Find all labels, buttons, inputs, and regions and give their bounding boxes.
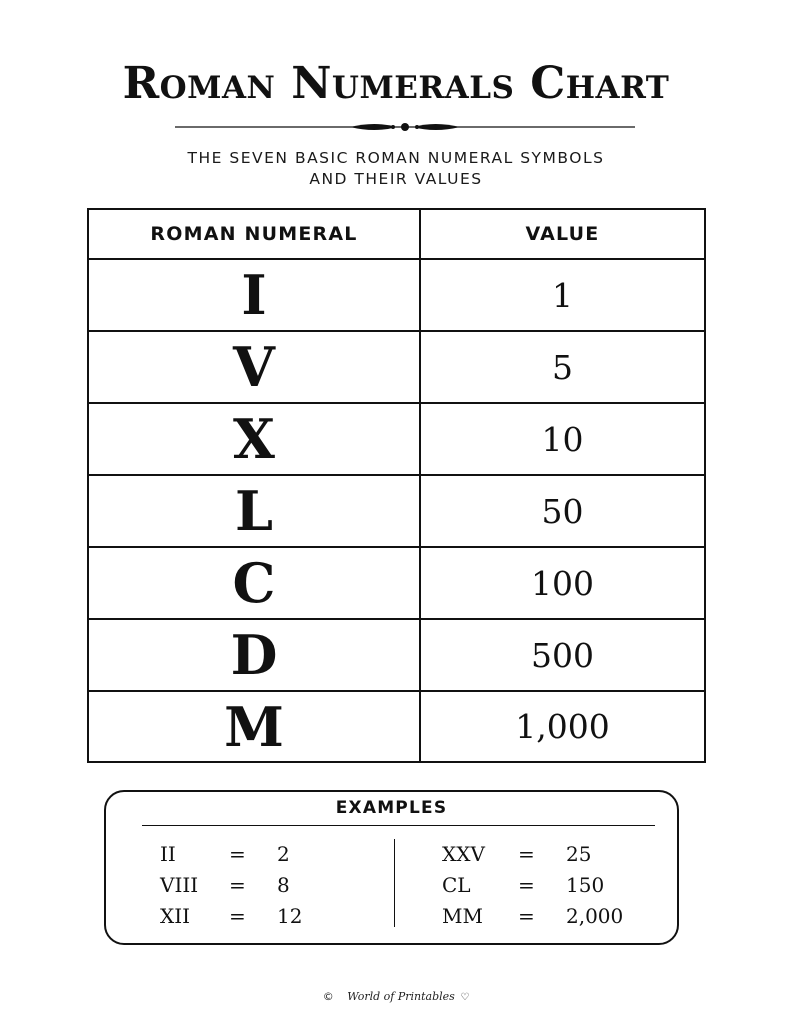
- example-numeral: XII: [160, 904, 191, 928]
- ornament-divider-icon: [175, 117, 635, 137]
- example-row: [442, 871, 662, 899]
- copyright-symbol: ©: [322, 990, 334, 1003]
- subtitle: [0, 148, 792, 190]
- roman-numeral-table: [87, 208, 706, 763]
- numeral-cell: I: [89, 260, 421, 330]
- value-cell: 1,000: [515, 707, 610, 746]
- example-equals: =: [229, 904, 246, 928]
- example-value: 8: [277, 873, 290, 897]
- value-cell: 1: [552, 275, 573, 315]
- example-equals: =: [229, 842, 246, 866]
- numeral-cell: D: [89, 620, 421, 690]
- value-cell: 5: [552, 347, 573, 387]
- page-title: Roman Numerals Chart: [122, 58, 670, 109]
- example-equals: =: [518, 842, 535, 866]
- example-row: [442, 902, 662, 930]
- example-value: 2: [277, 842, 290, 866]
- table-row: [89, 548, 704, 620]
- example-numeral: CL: [442, 873, 471, 897]
- example-row: [442, 840, 662, 868]
- heart-icon: ♡: [460, 992, 470, 1003]
- table-row: [89, 476, 704, 548]
- example-value: 12: [277, 904, 303, 928]
- numeral-cell: X: [89, 404, 421, 474]
- example-row: [160, 840, 360, 868]
- footer-brand: [0, 990, 792, 1003]
- example-row: [160, 902, 360, 930]
- table-row: [89, 260, 704, 332]
- examples-title-rule: [142, 825, 655, 826]
- value-cell: 500: [531, 635, 594, 675]
- subtitle-line-2: AND THEIR VALUES: [309, 170, 483, 188]
- table-row: [89, 332, 704, 404]
- brand-name: World of Printables: [347, 990, 455, 1003]
- example-numeral: MM: [442, 904, 483, 928]
- value-cell: 10: [541, 419, 584, 459]
- example-numeral: VIII: [160, 873, 199, 897]
- value-cell: 100: [531, 563, 594, 603]
- example-equals: =: [518, 873, 535, 897]
- examples-title: EXAMPLES: [335, 798, 448, 818]
- table-header-row: [89, 210, 704, 260]
- header-roman-numeral: ROMAN NUMERAL: [89, 210, 421, 258]
- table-row: [89, 404, 704, 476]
- numeral-cell: C: [89, 548, 421, 618]
- header-value: VALUE: [525, 223, 600, 245]
- example-row: [160, 871, 360, 899]
- examples-column-divider: [394, 839, 395, 927]
- example-numeral: XXV: [442, 842, 485, 866]
- example-equals: =: [518, 904, 535, 928]
- numeral-cell: M: [89, 692, 421, 761]
- subtitle-line-1: THE SEVEN BASIC ROMAN NUMERAL SYMBOLS: [187, 149, 605, 167]
- example-value: 2,000: [566, 904, 624, 928]
- example-numeral: II: [160, 842, 176, 866]
- examples-box: [104, 790, 679, 945]
- numeral-cell: V: [89, 332, 421, 402]
- table-row: [89, 620, 704, 692]
- example-equals: =: [229, 873, 246, 897]
- value-cell: 50: [541, 491, 584, 531]
- numeral-cell: L: [89, 476, 421, 546]
- table-row: [89, 692, 704, 761]
- example-value: 150: [566, 873, 605, 897]
- example-value: 25: [566, 842, 592, 866]
